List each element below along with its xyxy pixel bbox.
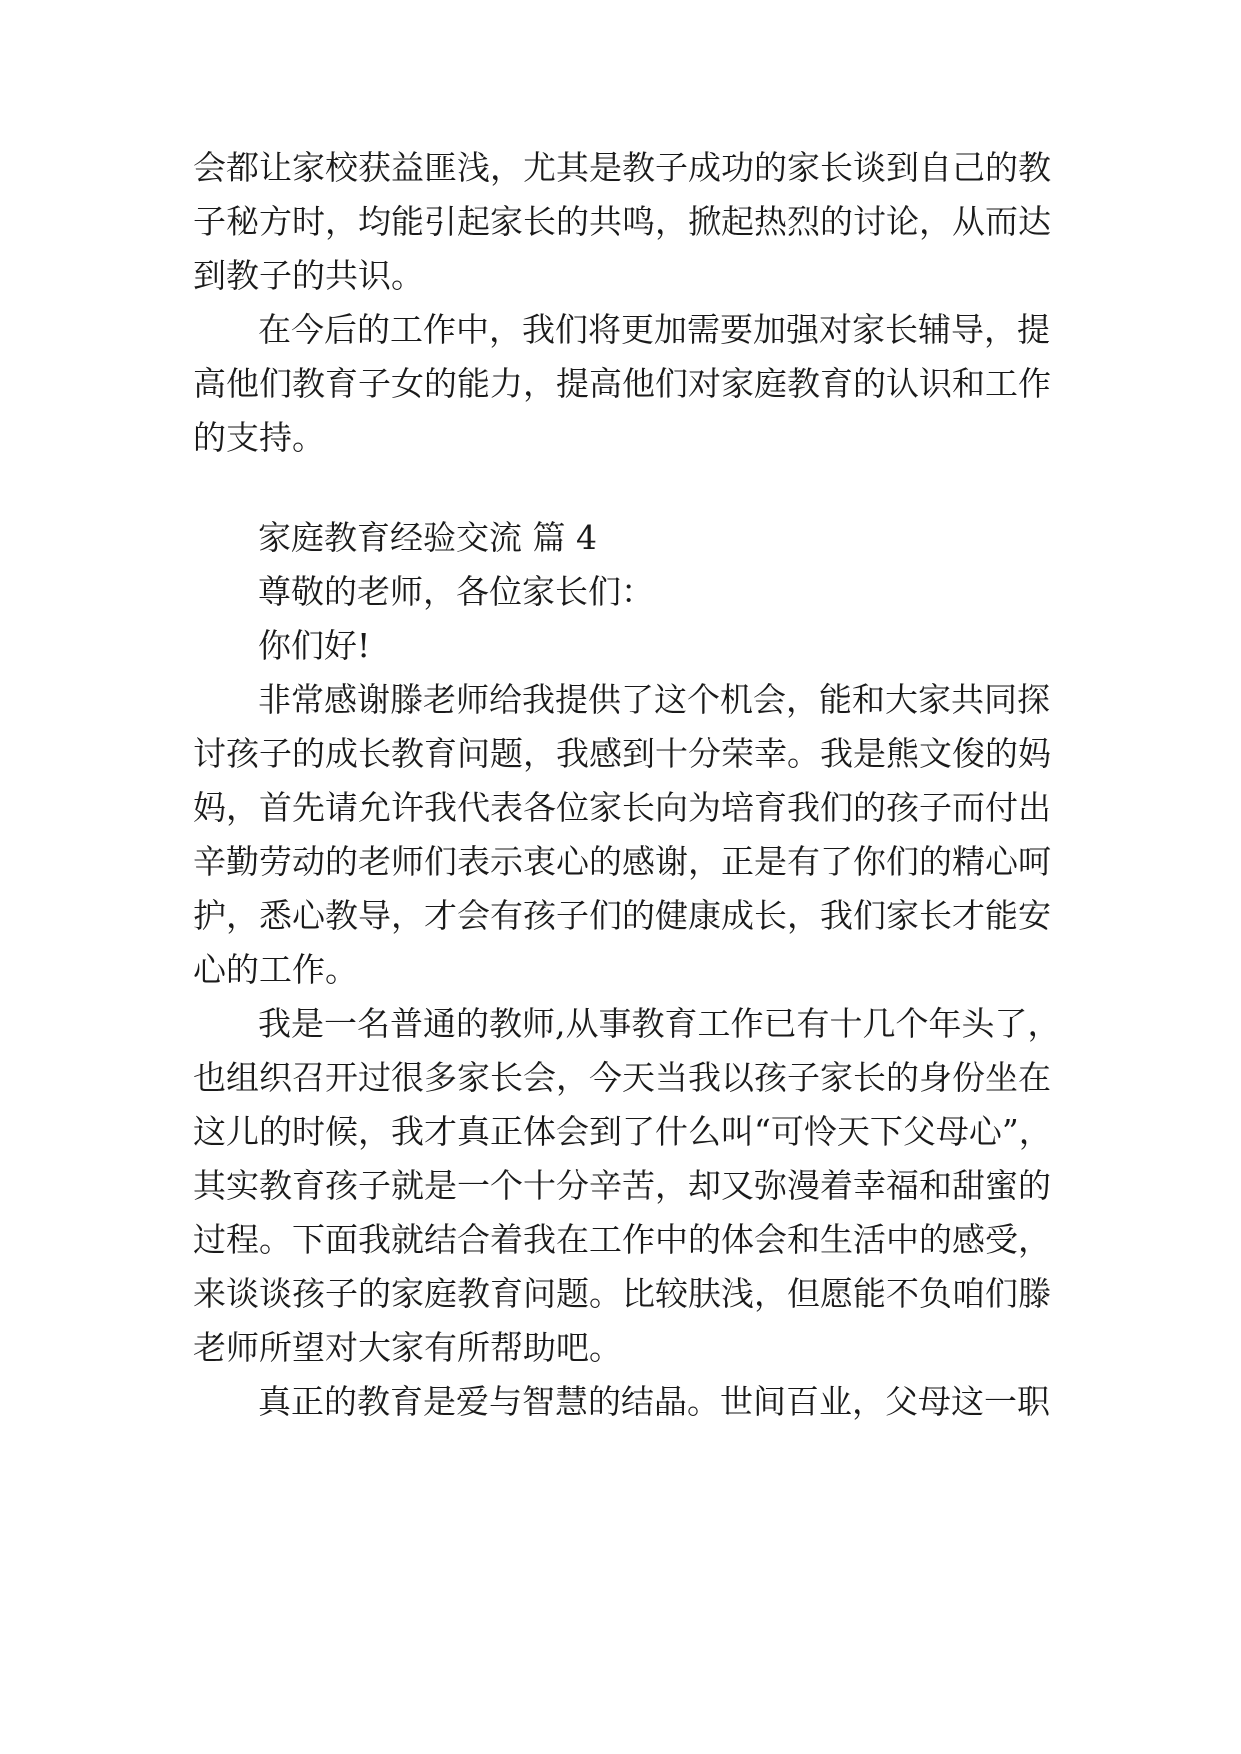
text-line: 我是一名普通的教师,从事教育工作已有十几个年头了，	[258, 1004, 1061, 1043]
section-title: 家庭教育经验交流 篇 4	[258, 518, 597, 557]
text-line: 辛勤劳动的老师们表示衷心的感谢，正是有了你们的精心呵	[193, 842, 1051, 881]
text-line: 子秘方时，均能引起家长的共鸣，掀起热烈的讨论，从而达	[193, 202, 1051, 241]
text-line: 来谈谈孩子的家庭教育问题。比较肤浅，但愿能不负咱们滕	[193, 1274, 1051, 1313]
text-line: 妈，首先请允许我代表各位家长向为培育我们的孩子而付出	[193, 788, 1051, 827]
text-line: 到教子的共识。	[193, 256, 424, 295]
text-line: 心的工作。	[193, 950, 358, 989]
salutation: 尊敬的老师，各位家长们：	[258, 572, 654, 611]
text-line: 也组织召开过很多家长会，今天当我以孩子家长的身份坐在	[193, 1058, 1051, 1097]
text-line: 非常感谢滕老师给我提供了这个机会，能和大家共同探	[258, 680, 1050, 719]
text-line: 老师所望对大家有所帮助吧。	[193, 1328, 622, 1367]
text-line: 护，悉心教导，才会有孩子们的健康成长，我们家长才能安	[193, 896, 1051, 935]
text-line: 讨孩子的成长教育问题，我感到十分荣幸。我是熊文俊的妈	[193, 734, 1051, 773]
text-line: 高他们教育子女的能力，提高他们对家庭教育的认识和工作	[193, 364, 1051, 403]
text-line: 的支持。	[193, 418, 325, 457]
text-line: 会都让家校获益匪浅，尤其是教子成功的家长谈到自己的教	[193, 148, 1051, 187]
text-line: 在今后的工作中，我们将更加需要加强对家长辅导，提	[258, 310, 1050, 349]
text-line: 过程。下面我就结合着我在工作中的体会和生活中的感受，	[193, 1220, 1051, 1259]
greeting: 你们好!	[258, 626, 371, 665]
text-line: 这儿的时候，我才真正体会到了什么叫“可怜天下父母心”，	[193, 1112, 1052, 1151]
text-line: 其实教育孩子就是一个十分辛苦，却又弥漫着幸福和甜蜜的	[193, 1166, 1051, 1205]
text-line: 真正的教育是爱与智慧的结晶。世间百业，父母这一职	[258, 1382, 1050, 1421]
